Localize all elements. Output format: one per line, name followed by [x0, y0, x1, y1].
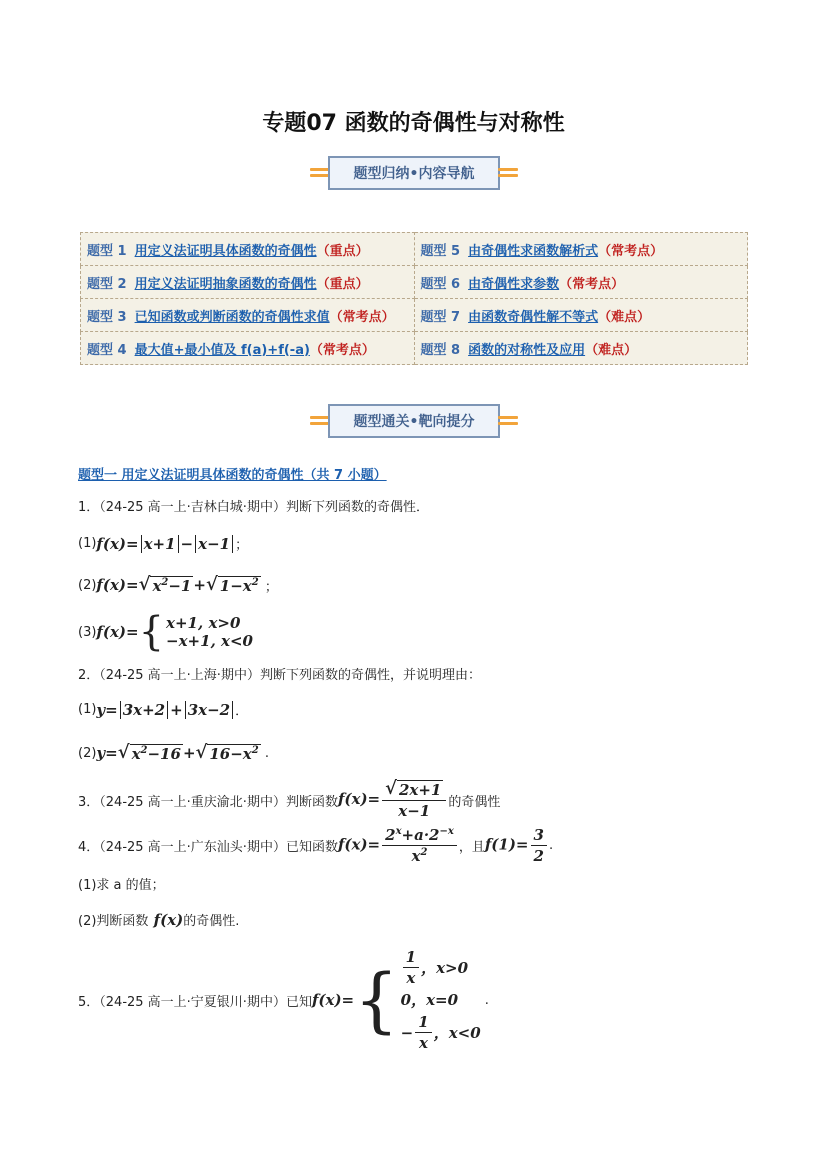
question-2-part-1: (1) y= 3x+2 + 3x−2 ． [78, 700, 249, 719]
formula: f(x)= { x+1, x>0 −x+1, x<0 [96, 609, 253, 655]
topic-tag: （常考点） [329, 309, 395, 325]
topic-link[interactable]: 由奇偶性求函数解析式 [468, 243, 599, 259]
topic-tag: （常考点） [559, 276, 625, 292]
nav-cell [81, 233, 415, 266]
topic-number: 题型 4 [87, 342, 127, 358]
formula: y= 3x+2 + 3x−2 [96, 701, 235, 719]
topic-number: 题型 7 [420, 309, 461, 325]
topic-link[interactable]: 最大值+最小值及 f(a)+f(-a) [134, 342, 310, 358]
page-title: 专题07 函数的奇偶性与对称性 [262, 111, 565, 136]
topic-link[interactable]: 用定义法证明抽象函数的奇偶性 [134, 276, 317, 292]
topic-tag: （常考点） [598, 243, 664, 259]
question-4: 4．（24-25 高一上·广东汕头·期中）已知函数 f(x)= $\frac{2^x+a\cdot 2^{-x}}{x^2}$ ，且 f(1)= $\frac{3}{2}$ . [78, 826, 554, 865]
topic-tag: （重点） [316, 243, 369, 259]
formula: f(x)= { $\frac{1}{x}$ ，x>0 0，x=0 − $\frac{1}{x}$ ，x<0 [311, 948, 481, 1052]
topic-nav-table [80, 232, 748, 365]
banner-deco-icon [310, 414, 330, 428]
banner-deco-icon [498, 166, 518, 180]
question-1: 1．（24-25 高一上·吉林白城·期中）判断下列函数的奇偶性． [78, 500, 429, 515]
nav-cell [81, 299, 415, 332]
nav-row [81, 266, 748, 299]
question-1-part-1: (1) f(x)= x+1 − x−1 ； [78, 534, 249, 553]
topic-tag: （常考点） [309, 342, 375, 358]
topic-tag: （难点） [598, 309, 651, 325]
nav-banner [316, 156, 512, 190]
nav-cell [414, 299, 748, 332]
topic-link[interactable]: 由函数奇偶性解不等式 [468, 309, 599, 325]
topic-link[interactable]: 已知函数或判断函数的奇偶性求值 [134, 309, 330, 325]
formula: f(x) [148, 910, 184, 929]
topic-tag: （重点） [316, 276, 369, 292]
banner-deco-icon [310, 166, 330, 180]
nav-cell [414, 233, 748, 266]
topic-link[interactable]: 函数的对称性及应用 [468, 342, 586, 358]
nav-cell [81, 266, 415, 299]
question-1-part-3: (3) f(x)= { x+1, x>0 −x+1, x<0 [78, 609, 253, 655]
practice-banner-label: 题型通关•靶向提分 [328, 404, 500, 438]
formula: f(x)= √ $x^2-1$ + √ $1-x^2$ [96, 574, 259, 595]
topic-number: 题型 2 [87, 276, 127, 292]
formula: f(x)= x+1 − x−1 [96, 535, 235, 553]
nav-cell [414, 332, 748, 365]
nav-row [81, 332, 748, 365]
practice-banner [316, 404, 512, 438]
topic-tag: （难点） [585, 342, 638, 358]
question-5: 5．（24-25 高一上·宁夏银川·期中）已知 f(x)= { $\frac{1}{x}$ ，x>0 0，x=0 − $\frac{1}{x}$ ，x<0 . [78, 948, 489, 1052]
section-heading[interactable]: 题型一 用定义法证明具体函数的奇偶性（共 7 小题） [78, 468, 387, 483]
topic-link[interactable]: 由奇偶性求参数 [468, 276, 560, 292]
topic-number: 题型 5 [420, 243, 461, 259]
topic-number: 题型 3 [87, 309, 127, 325]
formula: f(x)= √ 2x+1 x−1 [338, 780, 448, 820]
nav-cell [81, 332, 415, 365]
nav-banner-label: 题型归纳•内容导航 [328, 156, 500, 190]
question-1-part-2: (2) f(x)= √ $x^2-1$ + √ $1-x^2$ ； [78, 574, 278, 595]
formula: y= √ $x^2-16$ + √ $16-x^2$ [96, 742, 259, 763]
nav-row [81, 233, 748, 266]
question-4-part-1: (1)求 a 的值； [78, 878, 165, 893]
topic-number: 题型 1 [87, 243, 127, 259]
banner-deco-icon [498, 414, 518, 428]
formula: f(1)= $\frac{3}{2}$ [485, 826, 549, 865]
question-2: 2．（24-25 高一上·上海·期中）判断下列函数的奇偶性，并说明理由： [78, 668, 481, 683]
topic-number: 题型 8 [420, 342, 461, 358]
question-3: 3．（24-25 高一上·重庆渝北·期中）判断函数 f(x)= √ 2x+1 x−1 的奇偶性 [78, 778, 501, 820]
question-4-part-2: (2)判断函数 f(x) 的奇偶性. [78, 910, 240, 929]
topic-number: 题型 6 [420, 276, 461, 292]
nav-row [81, 299, 748, 332]
question-2-part-2: (2) y= √ $x^2-16$ + √ $16-x^2$ . [78, 742, 269, 763]
formula: f(x)= $\frac{2^x+a\cdot 2^{-x}}{x^2}$ [338, 826, 459, 865]
nav-cell [414, 266, 748, 299]
topic-link[interactable]: 用定义法证明具体函数的奇偶性 [134, 243, 317, 259]
